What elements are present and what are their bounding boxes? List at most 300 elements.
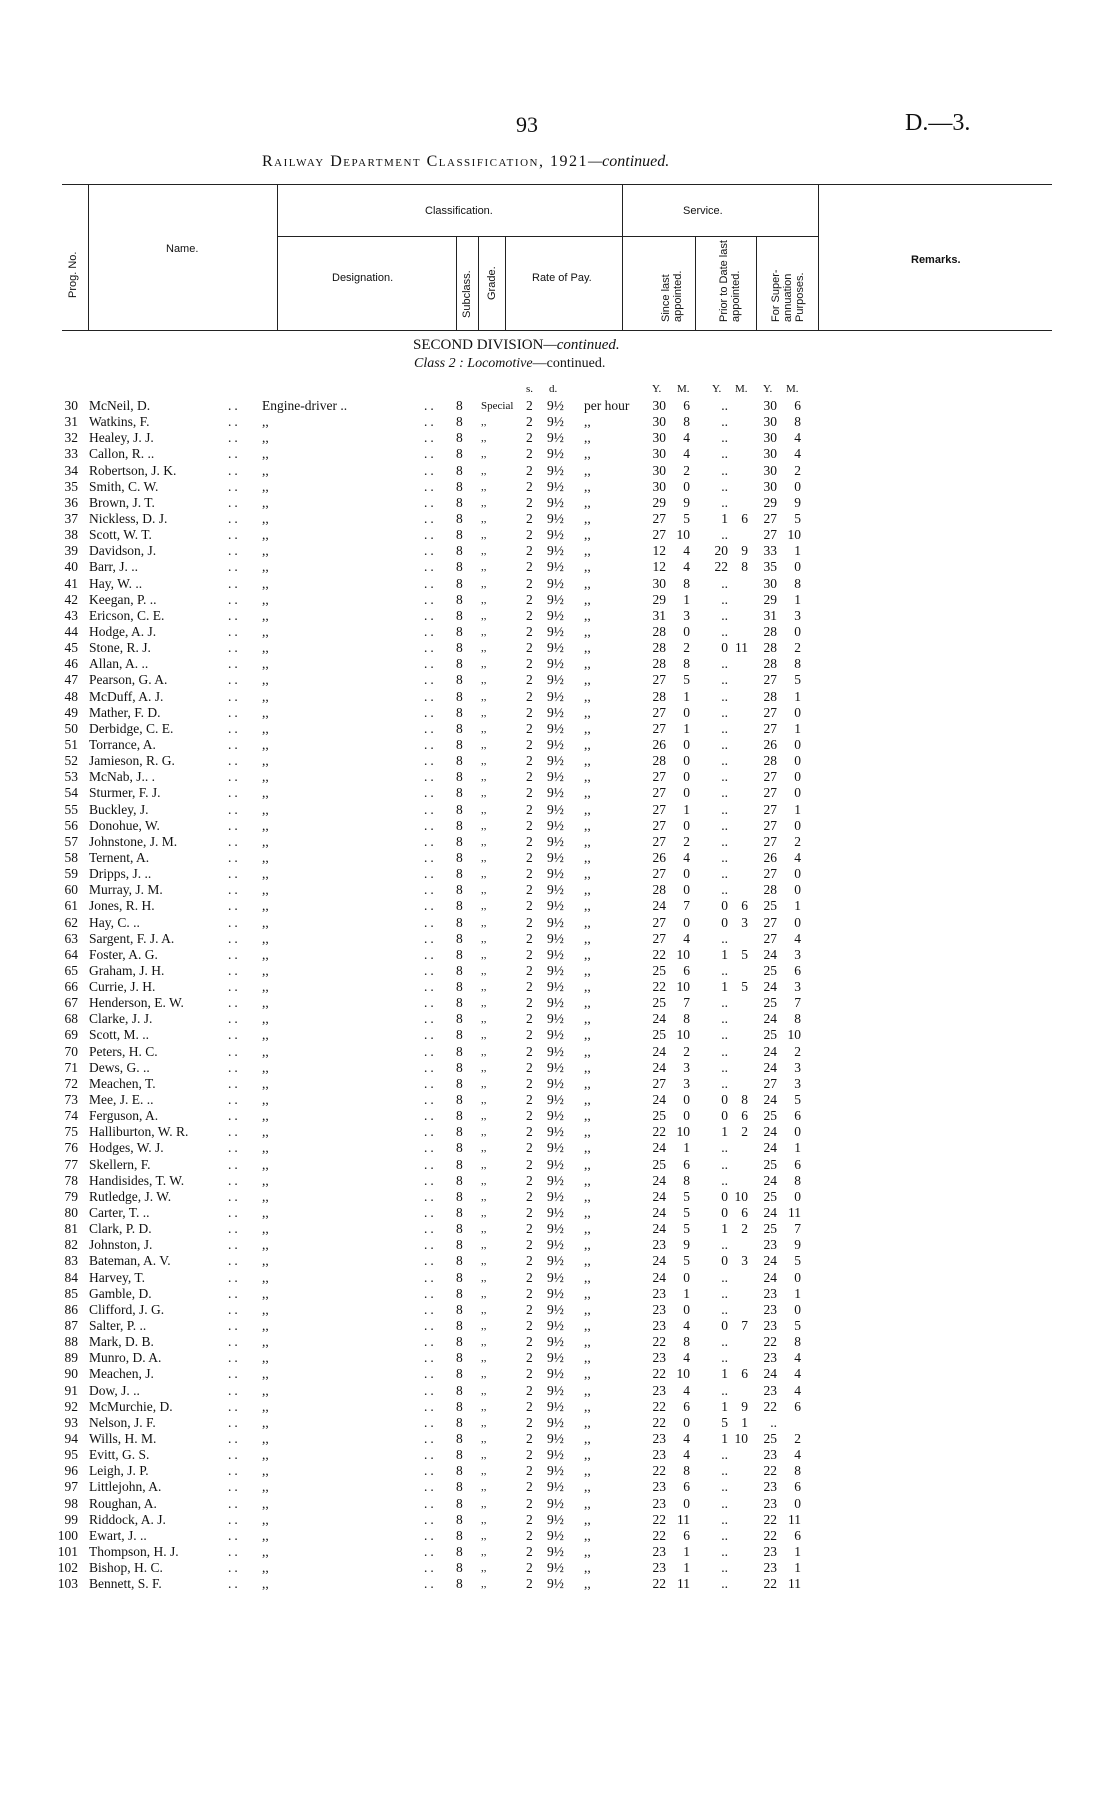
subclass-cell: 8 [456,607,463,623]
super-months-cell: 8 [794,1463,801,1479]
grade-cell: ,, [481,868,487,881]
rate-pence-cell: 9½ [547,1108,564,1124]
prog-no-header: Prog. No. [67,251,79,298]
rate-shillings-cell: 2 [526,1414,533,1430]
super-months-cell: 0 [794,1495,801,1511]
super-months-cell: 8 [794,414,801,430]
designation-cell: ,, [262,656,269,672]
subclass-cell: 8 [456,1172,463,1188]
leader-dots: .. [424,398,437,413]
subclass-cell: 8 [456,1479,463,1495]
rate-shillings-cell: 2 [526,1350,533,1366]
rate-shillings-cell: 2 [526,769,533,785]
rate-shillings-cell: 2 [526,995,533,1011]
since-months-cell: 4 [683,430,690,446]
designation-cell: ,, [262,688,269,704]
table-row [0,721,1114,737]
leader-dots: .. [228,1124,241,1140]
leader-dots: .. [424,995,437,1011]
table-row [0,1011,1114,1027]
subclass-cell: 8 [456,1382,463,1398]
name-cell: Currie, J. H. [89,979,156,995]
designation-cell: ,, [262,930,269,946]
super-years-cell: 28 [763,640,777,656]
leader-dots: .. [424,1398,437,1414]
since-months-cell: 1 [683,1285,690,1301]
prog-no-cell: 76 [64,1140,78,1156]
subclass-cell: 8 [456,462,463,478]
name-cell: Ewart, J. .. [89,1527,147,1543]
super-months-cell: 6 [794,962,801,978]
super-years-cell: 27 [763,510,777,526]
prog-no-cell: 91 [64,1382,78,1398]
since-years-cell: 24 [652,1172,666,1188]
rate-per-cell: ,, [584,430,591,446]
leader-dots: .. [424,704,437,720]
rate-per-cell: ,, [584,736,591,752]
leader-dots: .. [424,1205,437,1221]
prior-years-cell: .. [721,494,728,510]
leader-dots: .. [228,930,241,946]
since-months-cell: 0 [683,1108,690,1124]
super-months-cell: 6 [794,1156,801,1172]
leader-dots: .. [228,753,241,769]
prior-years-cell: 1 [721,1221,728,1237]
table-row [0,463,1114,479]
prior-years-cell: .. [721,720,728,736]
prior-to-header: Prior to Date last appointed. [718,240,742,322]
prior-years-cell: .. [721,1285,728,1301]
super-months-cell: 4 [794,1382,801,1398]
super-years-cell: 26 [763,736,777,752]
super-months-cell: 8 [794,1172,801,1188]
prog-no-cell: 39 [64,543,78,559]
section-title [413,337,620,354]
grade-cell: ,, [481,593,487,606]
designation-cell: ,, [262,672,269,688]
grade-cell: ,, [481,496,487,509]
prior-months-cell: 9 [741,543,748,559]
grade-cell: ,, [481,674,487,687]
since-months-cell: 7 [683,898,690,914]
rate-pence-cell: 9½ [547,543,564,559]
grade-cell: ,, [481,1126,487,1139]
rate-pence-cell: 9½ [547,430,564,446]
since-years-cell: 23 [652,1495,666,1511]
designation-cell: ,, [262,995,269,1011]
leader-dots: .. [424,672,437,688]
prior-years-cell: .. [721,623,728,639]
prog-no-cell: 101 [57,1543,78,1559]
leader-dots: .. [228,1560,241,1576]
designation-cell: ,, [262,817,269,833]
rate-pence-cell: 9½ [547,623,564,639]
rate-shillings-cell: 2 [526,1237,533,1253]
grade-cell: ,, [481,916,487,929]
since-months-cell: 0 [683,1301,690,1317]
prog-no-cell: 93 [64,1414,78,1430]
prior-years-cell: .. [721,1576,728,1592]
rate-per-cell: ,, [584,1221,591,1237]
prog-no-cell: 87 [64,1318,78,1334]
leader-dots: .. [424,769,437,785]
name-cell: Buckley, J. [89,801,149,817]
name-cell: Skellern, F. [89,1156,151,1172]
leader-dots: .. [228,736,241,752]
table-row [0,640,1114,656]
leader-dots: .. [228,769,241,785]
leader-dots: .. [424,446,437,462]
designation-cell: ,, [262,769,269,785]
super-years-cell: 30 [763,575,777,591]
super-years-cell: 23 [763,1560,777,1576]
table-row [0,1286,1114,1302]
super-years-cell: 30 [763,398,777,413]
since-years-cell: 23 [652,1350,666,1366]
table-row [0,1253,1114,1269]
super-months-cell: 0 [794,1301,801,1317]
leader-dots: .. [424,1092,437,1108]
rate-pence-cell: 9½ [547,398,564,413]
rate-per-cell: ,, [584,1495,591,1511]
class-label: Class 2 : [414,356,464,371]
leader-dots: .. [228,1447,241,1463]
designation-cell: ,, [262,1543,269,1559]
rate-per-cell: ,, [584,543,591,559]
name-cell: Mather, F. D. [89,704,161,720]
rate-pence-cell: 9½ [547,962,564,978]
title-text: Railway Department Classification, 1921 [262,153,588,170]
rate-shillings-cell: 2 [526,1156,533,1172]
grade-cell: ,, [481,1223,487,1236]
grade-cell: ,, [481,884,487,897]
subclass-cell: 8 [456,849,463,865]
rate-per-cell: ,, [584,930,591,946]
rate-shillings-cell: 2 [526,640,533,656]
rate-per-cell: ,, [584,1414,591,1430]
rate-pence-cell: 9½ [547,1543,564,1559]
prior-years-cell: .. [721,398,728,413]
rate-pence-cell: 9½ [547,1495,564,1511]
super-years-cell: 23 [763,1301,777,1317]
rate-pence-cell: 9½ [547,591,564,607]
since-months-cell: 10 [676,1366,690,1382]
since-months-cell: 4 [683,446,690,462]
unit-months-3: M. [786,383,799,395]
subclass-cell: 8 [456,1140,463,1156]
rate-shillings-cell: 2 [526,1027,533,1043]
super-years-cell: 23 [763,1237,777,1253]
super-years-cell: 23 [763,1447,777,1463]
prior-years-cell: .. [721,817,728,833]
prog-no-cell: 96 [64,1463,78,1479]
table-row [0,1512,1114,1528]
table-row [0,414,1114,430]
subclass-cell: 8 [456,1301,463,1317]
prog-no-cell: 94 [64,1431,78,1446]
prior-years-cell: 5 [721,1414,728,1430]
super-months-cell: 6 [794,398,801,413]
since-years-cell: 23 [652,1479,666,1495]
leader-dots: .. [424,849,437,865]
table-row [0,398,1114,414]
super-years-cell: 25 [763,1156,777,1172]
rate-pence-cell: 9½ [547,1414,564,1430]
rate-pence-cell: 9½ [547,559,564,575]
super-years-cell: 29 [763,591,777,607]
rate-per-cell: ,, [584,640,591,656]
rate-pence-cell: 9½ [547,640,564,656]
since-months-cell: 8 [683,414,690,430]
super-years-cell: 24 [763,1092,777,1108]
rate-shillings-cell: 2 [526,656,533,672]
super-months-cell: 8 [794,575,801,591]
rate-shillings-cell: 2 [526,720,533,736]
rule-v6 [622,184,623,330]
rate-shillings-cell: 2 [526,623,533,639]
leader-dots: .. [228,1059,241,1075]
rate-shillings-cell: 2 [526,1463,533,1479]
grade-cell: ,, [481,1029,487,1042]
rate-shillings-cell: 2 [526,543,533,559]
prog-no-cell: 66 [64,979,78,995]
grade-cell: ,, [481,787,487,800]
leader-dots: .. [424,1495,437,1511]
designation-cell: ,, [262,430,269,446]
designation-cell: ,, [262,591,269,607]
prog-no-cell: 82 [64,1237,78,1253]
rate-per-cell: ,, [584,1431,591,1446]
since-years-cell: 22 [652,1527,666,1543]
since-months-cell: 5 [683,1205,690,1221]
super-years-cell: 27 [763,704,777,720]
leader-dots: .. [424,1447,437,1463]
rate-shillings-cell: 2 [526,833,533,849]
prog-no-cell: 46 [64,656,78,672]
super-months-cell: 8 [794,1011,801,1027]
rate-pence-cell: 9½ [547,704,564,720]
grade-cell: ,, [481,1142,487,1155]
leader-dots: .. [228,849,241,865]
grade-cell: Special [481,400,514,412]
leader-dots: .. [424,1172,437,1188]
super-years-cell: 23 [763,1350,777,1366]
designation-cell: ,, [262,543,269,559]
super-years-cell: 23 [763,1543,777,1559]
designation-cell: ,, [262,962,269,978]
name-cell: Derbidge, C. E. [89,720,174,736]
prog-no-cell: 103 [57,1576,78,1592]
rule-v1 [88,184,89,330]
name-cell: McDuff, A. J. [89,688,164,704]
rate-shillings-cell: 2 [526,1124,533,1140]
table-row [0,1189,1114,1205]
name-cell: Foster, A. G. [89,946,158,962]
leader-dots: .. [424,1350,437,1366]
table-row [0,1415,1114,1431]
super-months-cell: 0 [794,914,801,930]
leader-dots: .. [424,866,437,882]
subclass-cell: 8 [456,1237,463,1253]
leader-dots: .. [424,1043,437,1059]
prior-years-cell: 0 [721,1108,728,1124]
rate-shillings-cell: 2 [526,1511,533,1527]
rate-per-cell: ,, [584,559,591,575]
since-years-cell: 24 [652,898,666,914]
super-years-cell: 24 [763,1366,777,1382]
section-suffix: —continued. [543,337,620,353]
prog-no-cell: 81 [64,1221,78,1237]
grade-cell: ,, [481,529,487,542]
subclass-cell: 8 [456,1011,463,1027]
prog-no-cell: 50 [64,720,78,736]
rate-per-cell: ,, [584,656,591,672]
super-years-cell: 27 [763,866,777,882]
grade-cell: ,, [481,545,487,558]
table-row [0,624,1114,640]
leader-dots: .. [228,672,241,688]
leader-dots: .. [424,753,437,769]
prior-years-cell: .. [721,1075,728,1091]
table-row [0,1528,1114,1544]
table-row [0,1124,1114,1140]
grade-cell: ,, [481,1158,487,1171]
prog-no-cell: 79 [64,1188,78,1204]
subclass-cell: 8 [456,1156,463,1172]
super-months-cell: 2 [794,1431,801,1446]
prog-no-cell: 43 [64,607,78,623]
prior-years-cell: .. [721,704,728,720]
rate-per-cell: ,, [584,1237,591,1253]
leader-dots: .. [228,1011,241,1027]
rate-shillings-cell: 2 [526,1318,533,1334]
grade-cell: ,, [481,1077,487,1090]
subclass-cell: 8 [456,1043,463,1059]
subclass-cell: 8 [456,704,463,720]
prior-years-cell: 0 [721,1253,728,1269]
prior-years-cell: .. [721,430,728,446]
leader-dots: .. [228,1463,241,1479]
designation-cell: ,, [262,527,269,543]
designation-cell: ,, [262,1269,269,1285]
table-row [0,430,1114,446]
super-years-cell: 22 [763,1511,777,1527]
designation-cell: ,, [262,720,269,736]
prior-months-cell: 5 [741,979,748,995]
since-months-cell: 4 [683,1318,690,1334]
rate-pence-cell: 9½ [547,527,564,543]
rate-per-cell: ,, [584,527,591,543]
leader-dots: .. [228,1414,241,1430]
super-months-cell: 5 [794,1092,801,1108]
grade-cell: ,, [481,997,487,1010]
rate-per-cell: ,, [584,1479,591,1495]
super-years-cell: 24 [763,1172,777,1188]
grade-cell: ,, [481,512,487,525]
designation-cell: ,, [262,914,269,930]
leader-dots: .. [424,785,437,801]
unit-pence: d. [549,383,558,395]
since-years-cell: 23 [652,1447,666,1463]
since-years-cell: 27 [652,1075,666,1091]
rate-per-cell: ,, [584,898,591,914]
since-months-cell: 4 [683,1447,690,1463]
since-years-cell: 27 [652,914,666,930]
since-years-cell: 26 [652,849,666,865]
super-months-cell: 4 [794,930,801,946]
prog-no-cell: 78 [64,1172,78,1188]
leader-dots: .. [424,462,437,478]
rate-shillings-cell: 2 [526,704,533,720]
since-months-cell: 0 [683,1495,690,1511]
since-months-cell: 3 [683,1075,690,1091]
leader-dots: .. [228,866,241,882]
rate-per-cell: ,, [584,591,591,607]
since-months-cell: 8 [683,1011,690,1027]
grade-cell: ,, [481,432,487,445]
since-years-cell: 22 [652,1124,666,1140]
prog-no-cell: 65 [64,962,78,978]
designation-cell: ,, [262,1092,269,1108]
prior-years-cell: .. [721,1334,728,1350]
grade-cell: ,, [481,771,487,784]
leader-dots: .. [228,1172,241,1188]
name-cell: Harvey, T. [89,1269,145,1285]
super-years-cell: 25 [763,1431,777,1446]
prior-years-cell: .. [721,1479,728,1495]
page-title [262,153,669,171]
rate-pence-cell: 9½ [547,1447,564,1463]
rate-shillings-cell: 2 [526,430,533,446]
name-cell: Healey, J. J. [89,430,154,446]
rate-per-cell: ,, [584,494,591,510]
rate-shillings-cell: 2 [526,607,533,623]
unit-shillings: s. [526,383,534,395]
name-cell: Torrance, A. [89,736,156,752]
designation-cell: ,, [262,1188,269,1204]
grade-cell: ,, [481,1384,487,1397]
since-months-cell: 9 [683,494,690,510]
grade-cell: ,, [481,1497,487,1510]
grade-cell: ,, [481,1481,487,1494]
designation-cell: ,, [262,753,269,769]
super-months-cell: 10 [787,1027,801,1043]
since-months-cell: 0 [683,882,690,898]
since-years-cell: 23 [652,1560,666,1576]
prior-years-cell: .. [721,1350,728,1366]
prog-no-cell: 80 [64,1205,78,1221]
leader-dots: .. [424,1576,437,1592]
rate-shillings-cell: 2 [526,1301,533,1317]
leader-dots: .. [424,1543,437,1559]
table-row [0,818,1114,834]
subclass-cell: 8 [456,1495,463,1511]
super-months-cell: 0 [794,623,801,639]
prog-no-cell: 58 [64,849,78,865]
since-months-cell: 1 [683,591,690,607]
name-cell: Barr, J. .. [89,559,138,575]
prog-no-cell: 90 [64,1366,78,1382]
rule-v3 [456,236,457,330]
super-years-cell: 24 [763,1269,777,1285]
rate-shillings-cell: 2 [526,866,533,882]
since-years-cell: 30 [652,414,666,430]
rate-per-cell: ,, [584,1576,591,1592]
unit-years-2: Y. [712,383,722,395]
subclass-cell: 8 [456,1350,463,1366]
subclass-cell: 8 [456,866,463,882]
rate-shillings-cell: 2 [526,1253,533,1269]
